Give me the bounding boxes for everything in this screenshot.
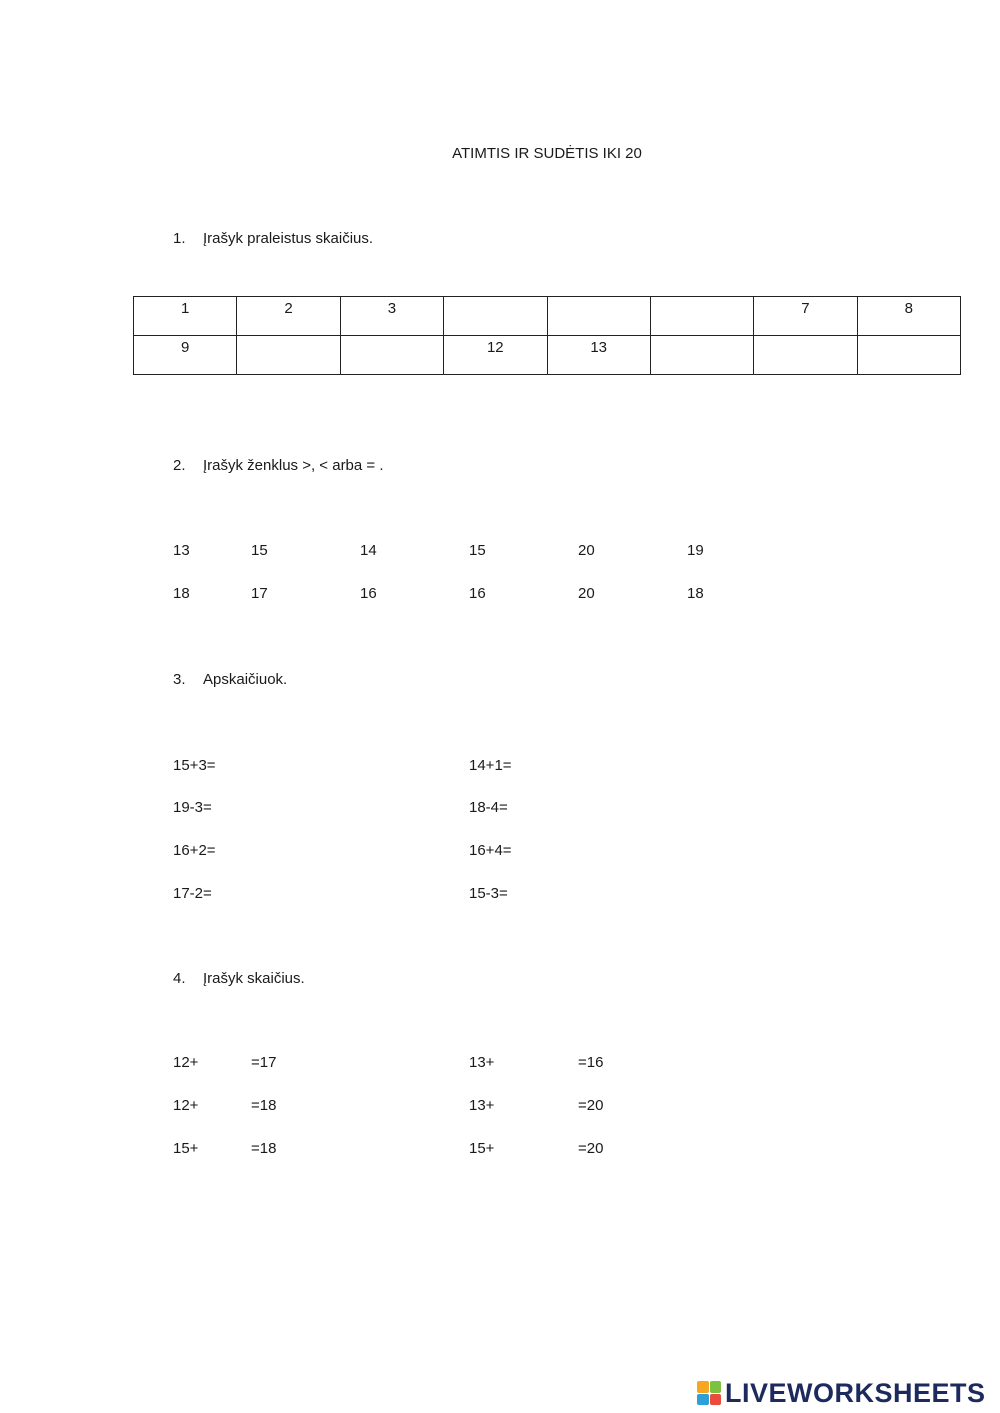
calc-expression: 17-2= <box>173 885 212 902</box>
logo-tile <box>697 1394 709 1406</box>
compare-number: 20 <box>578 542 595 559</box>
question-3-text: Apskaičiuok. <box>203 671 288 688</box>
logo-mark-icon <box>697 1381 721 1405</box>
answer-cell[interactable] <box>340 336 443 375</box>
logo-tile <box>710 1394 722 1406</box>
compare-number: 14 <box>360 542 377 559</box>
compare-number: 16 <box>469 585 486 602</box>
answer-cell[interactable] <box>547 297 650 336</box>
compare-number: 15 <box>251 542 268 559</box>
page-title: ATIMTIS IR SUDĖTIS IKI 20 <box>452 145 642 162</box>
table-cell: 13 <box>547 336 650 375</box>
compare-number: 17 <box>251 585 268 602</box>
compare-number: 18 <box>687 585 704 602</box>
table-cell: 9 <box>134 336 237 375</box>
equation-part: =20 <box>578 1140 604 1157</box>
table-cell: 7 <box>754 297 857 336</box>
answer-cell[interactable] <box>237 336 340 375</box>
equation-part: =16 <box>578 1054 604 1071</box>
calc-expression: 15-3= <box>469 885 508 902</box>
calc-expression: 16+4= <box>469 842 512 859</box>
answer-cell[interactable] <box>444 297 547 336</box>
table-cell: 3 <box>340 297 443 336</box>
liveworksheets-logo <box>697 1378 986 1408</box>
equation-part: =18 <box>251 1140 277 1157</box>
question-1-number: 1. <box>173 230 186 247</box>
question-4-text: Įrašyk skaičius. <box>203 970 305 987</box>
equation-part: =18 <box>251 1097 277 1114</box>
calc-expression: 18-4= <box>469 799 508 816</box>
compare-number: 19 <box>687 542 704 559</box>
equation-part: 13+ <box>469 1097 495 1114</box>
equation-part: 12+ <box>173 1054 199 1071</box>
table-cell: 2 <box>237 297 340 336</box>
question-2-text: Įrašyk ženklus >, < arba = . <box>203 457 384 474</box>
logo-text: LIVEWORKSHEETS <box>725 1377 986 1408</box>
equation-part: 15+ <box>173 1140 199 1157</box>
compare-number: 16 <box>360 585 377 602</box>
calc-expression: 14+1= <box>469 757 512 774</box>
answer-cell[interactable] <box>754 336 857 375</box>
equation-part: =17 <box>251 1054 277 1071</box>
logo-tile <box>697 1381 709 1393</box>
question-1-text: Įrašyk praleistus skaičius. <box>203 230 374 247</box>
table-cell: 8 <box>857 297 960 336</box>
equation-part: 12+ <box>173 1097 199 1114</box>
question-2-number: 2. <box>173 457 186 474</box>
answer-cell[interactable] <box>650 336 753 375</box>
equation-part: =20 <box>578 1097 604 1114</box>
number-sequence-table <box>133 296 961 375</box>
compare-number: 13 <box>173 542 190 559</box>
logo-tile <box>710 1381 722 1393</box>
table-row <box>134 297 961 336</box>
calc-expression: 16+2= <box>173 842 216 859</box>
compare-number: 15 <box>469 542 486 559</box>
equation-part: 15+ <box>469 1140 495 1157</box>
equation-part: 13+ <box>469 1054 495 1071</box>
table-cell: 1 <box>134 297 237 336</box>
calc-expression: 19-3= <box>173 799 212 816</box>
compare-number: 20 <box>578 585 595 602</box>
compare-number: 18 <box>173 585 190 602</box>
calc-expression: 15+3= <box>173 757 216 774</box>
answer-cell[interactable] <box>857 336 960 375</box>
question-3-number: 3. <box>173 671 186 688</box>
answer-cell[interactable] <box>650 297 753 336</box>
table-row <box>134 336 961 375</box>
table-cell: 12 <box>444 336 547 375</box>
question-4-number: 4. <box>173 970 186 987</box>
